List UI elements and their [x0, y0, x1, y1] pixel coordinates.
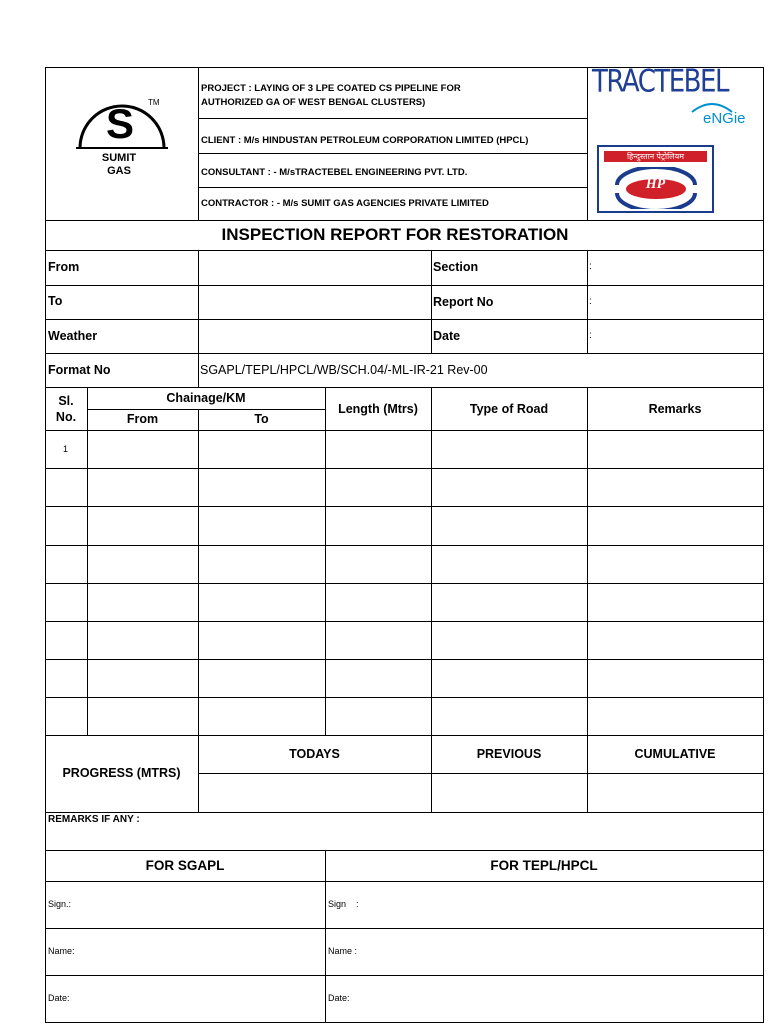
table-row[interactable] [46, 660, 763, 697]
chainage-to-header: To [254, 412, 269, 426]
date-label: Date [433, 329, 461, 343]
sgapl-name-field[interactable] [90, 929, 324, 974]
to-label: To [48, 294, 63, 308]
sgapl-date-field[interactable] [90, 976, 324, 1021]
trademark-mark: TM [148, 98, 160, 107]
chainage-from-header: From [126, 412, 159, 426]
project-line-1: PROJECT : LAYING OF 3 LPE COATED CS PIPELINE FOR [201, 83, 461, 94]
chainage-header: Chainage/KM [166, 391, 246, 405]
format-no-label: Format No [48, 363, 111, 377]
report-no-label: Report No [433, 295, 494, 309]
sumit-name-line1: SUMIT [101, 152, 137, 164]
for-sgapl-title: FOR SGAPL [145, 858, 225, 873]
engie-name: eNGie [703, 110, 746, 127]
hp-logo [597, 145, 714, 213]
sgapl-sign-field[interactable] [90, 882, 324, 927]
remarks-if-any-label: REMARKS IF ANY : [48, 814, 140, 825]
cumulative-header: CUMULATIVE [634, 747, 716, 761]
from-field[interactable] [199, 251, 430, 284]
table-row[interactable] [88, 431, 763, 468]
contractor-line: CONTRACTOR : - M/s SUMIT GAS AGENCIES PRIVATE LIMITED [201, 198, 489, 209]
table-row[interactable] [46, 698, 763, 735]
table-row-1-sl: 1 [63, 444, 69, 454]
hp-hindi-banner [604, 151, 707, 162]
sgapl-date-label: Date: [48, 993, 70, 1003]
project-line-2: AUTHORIZED GA OF WEST BENGAL CLUSTERS) [201, 97, 426, 108]
remarks-header: Remarks [648, 402, 702, 416]
road-type-header: Type of Road [469, 402, 549, 416]
tepl-sign-field[interactable] [370, 882, 762, 927]
section-colon: : [589, 261, 592, 272]
report-title: INSPECTION REPORT FOR RESTORATION [221, 225, 569, 244]
tractebel-name: TRACTEBEL [592, 64, 728, 100]
weather-field[interactable] [199, 320, 430, 352]
hp-hindi-text: हिन्दुस्तान पेट्रोलियम [626, 152, 684, 161]
client-line: CLIENT : M/s HINDUSTAN PETROLEUM CORPORATION LIMITED (HPCL) [201, 135, 529, 146]
sumit-gas-logo [70, 96, 178, 182]
table-row[interactable] [46, 546, 763, 583]
weather-label: Weather [48, 329, 98, 343]
length-header: Length (Mtrs) [338, 402, 418, 416]
report-no-colon: : [589, 296, 592, 307]
tractebel-logo [590, 66, 762, 132]
todays-header: TODAYS [289, 747, 340, 761]
table-row[interactable] [46, 469, 763, 506]
to-field[interactable] [199, 286, 430, 318]
table-row[interactable] [46, 507, 763, 545]
previous-field[interactable] [432, 774, 586, 811]
tepl-sign-label: Sign : [328, 899, 359, 909]
remarks-field[interactable] [46, 827, 763, 849]
report-no-field[interactable] [592, 286, 762, 318]
cumulative-field[interactable] [588, 774, 762, 811]
format-no-value: SGAPL/TEPL/HPCL/WB/SCH.04/-ML-IR-21 Rev-00 [200, 363, 488, 377]
section-label: Section [433, 260, 479, 274]
hp-letters: HP [645, 177, 666, 192]
from-label: From [48, 260, 80, 274]
date-field[interactable] [592, 320, 762, 352]
tepl-name-field[interactable] [370, 929, 762, 974]
tepl-date-field[interactable] [370, 976, 762, 1021]
tepl-date-label: Date: [328, 993, 350, 1003]
sl-no-header-line1: Sl. [58, 394, 74, 408]
sgapl-sign-label: Sign.: [48, 899, 72, 909]
sumit-s-letter: S [106, 100, 135, 147]
todays-field[interactable] [199, 774, 430, 811]
table-row[interactable] [46, 622, 763, 659]
progress-label: PROGRESS (MTRS) [62, 766, 181, 780]
tepl-name-label: Name : [328, 946, 358, 956]
sl-no-header-line2: No. [55, 410, 77, 424]
sumit-name-line2: GAS [107, 165, 131, 177]
date-colon: : [589, 330, 592, 341]
section-field[interactable] [592, 251, 762, 284]
for-tepl-hpcl-title: FOR TEPL/HPCL [490, 858, 598, 873]
previous-header: PREVIOUS [476, 747, 542, 761]
sgapl-name-label: Name: [48, 946, 75, 956]
consultant-line: CONSULTANT : - M/sTRACTEBEL ENGINEERING PVT. LTD. [201, 167, 468, 178]
table-row[interactable] [46, 584, 763, 621]
